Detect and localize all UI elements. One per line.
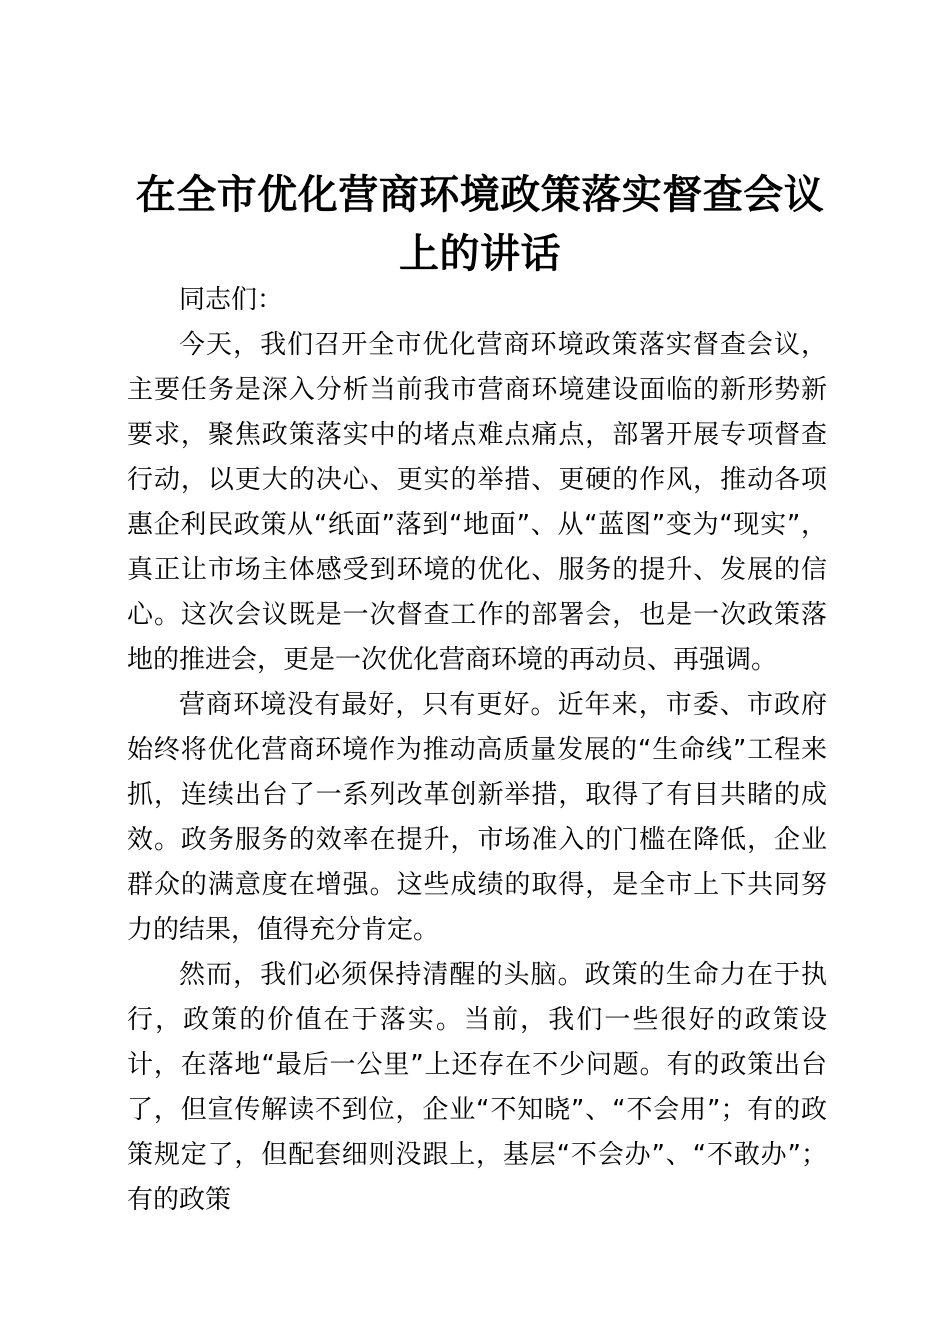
- paragraph-2: 营商环境没有最好，只有更好。近年来，市委、市政府始终将优化营商环境作为推动高质量发展的“生命线”工程来抓，连续出台了一系列改革创新举措，取得了有目共睹的成效。政务服务的效率在提升，市场准入的门槛在降低，企业群众的满意度在增强。这些成绩的取得，是全市上下共同努力的结果，值得充分肯定。: [127, 690, 827, 945]
- paragraph-1: 今天，我们召开全市优化营商环境政策落实督查会议，主要任务是深入分析当前我市营商环境建设面临的新形势新要求，聚焦政策落实中的堵点难点痛点，部署开展专项督查行动，以更大的决心、更实的举措、更硬的作风，推动各项惠企利民政策从“纸面”落到“地面”、从“蓝图”变为“现实”，真正让市场主体感受到环境的优化、服务的提升、发展的信心。这次会议既是一次督查工作的部署会，也是一次政策落地的推进会，更是一次优化营商环境的再动员、再强调。: [127, 330, 827, 675]
- title-line-2: 上的讲话: [399, 230, 561, 277]
- salutation: 同志们：: [179, 285, 284, 315]
- title-line-1: 在全市优化营商环境政策落实督查会议: [135, 171, 825, 218]
- document-title: [100, 165, 860, 283]
- document-body: [127, 278, 827, 1223]
- paragraph-3: 然而，我们必须保持清醒的头脑。政策的生命力在于执行，政策的价值在于落实。当前，我们一些很好的政策设计，在落地“最后一公里”上还存在不少问题。有的政策出台了，但宣传解读不到位，企业“不知晓”、“不会用”；有的政策规定了，但配套细则没跟上，基层“不会办”、“不敢办”；有的政策: [127, 960, 827, 1215]
